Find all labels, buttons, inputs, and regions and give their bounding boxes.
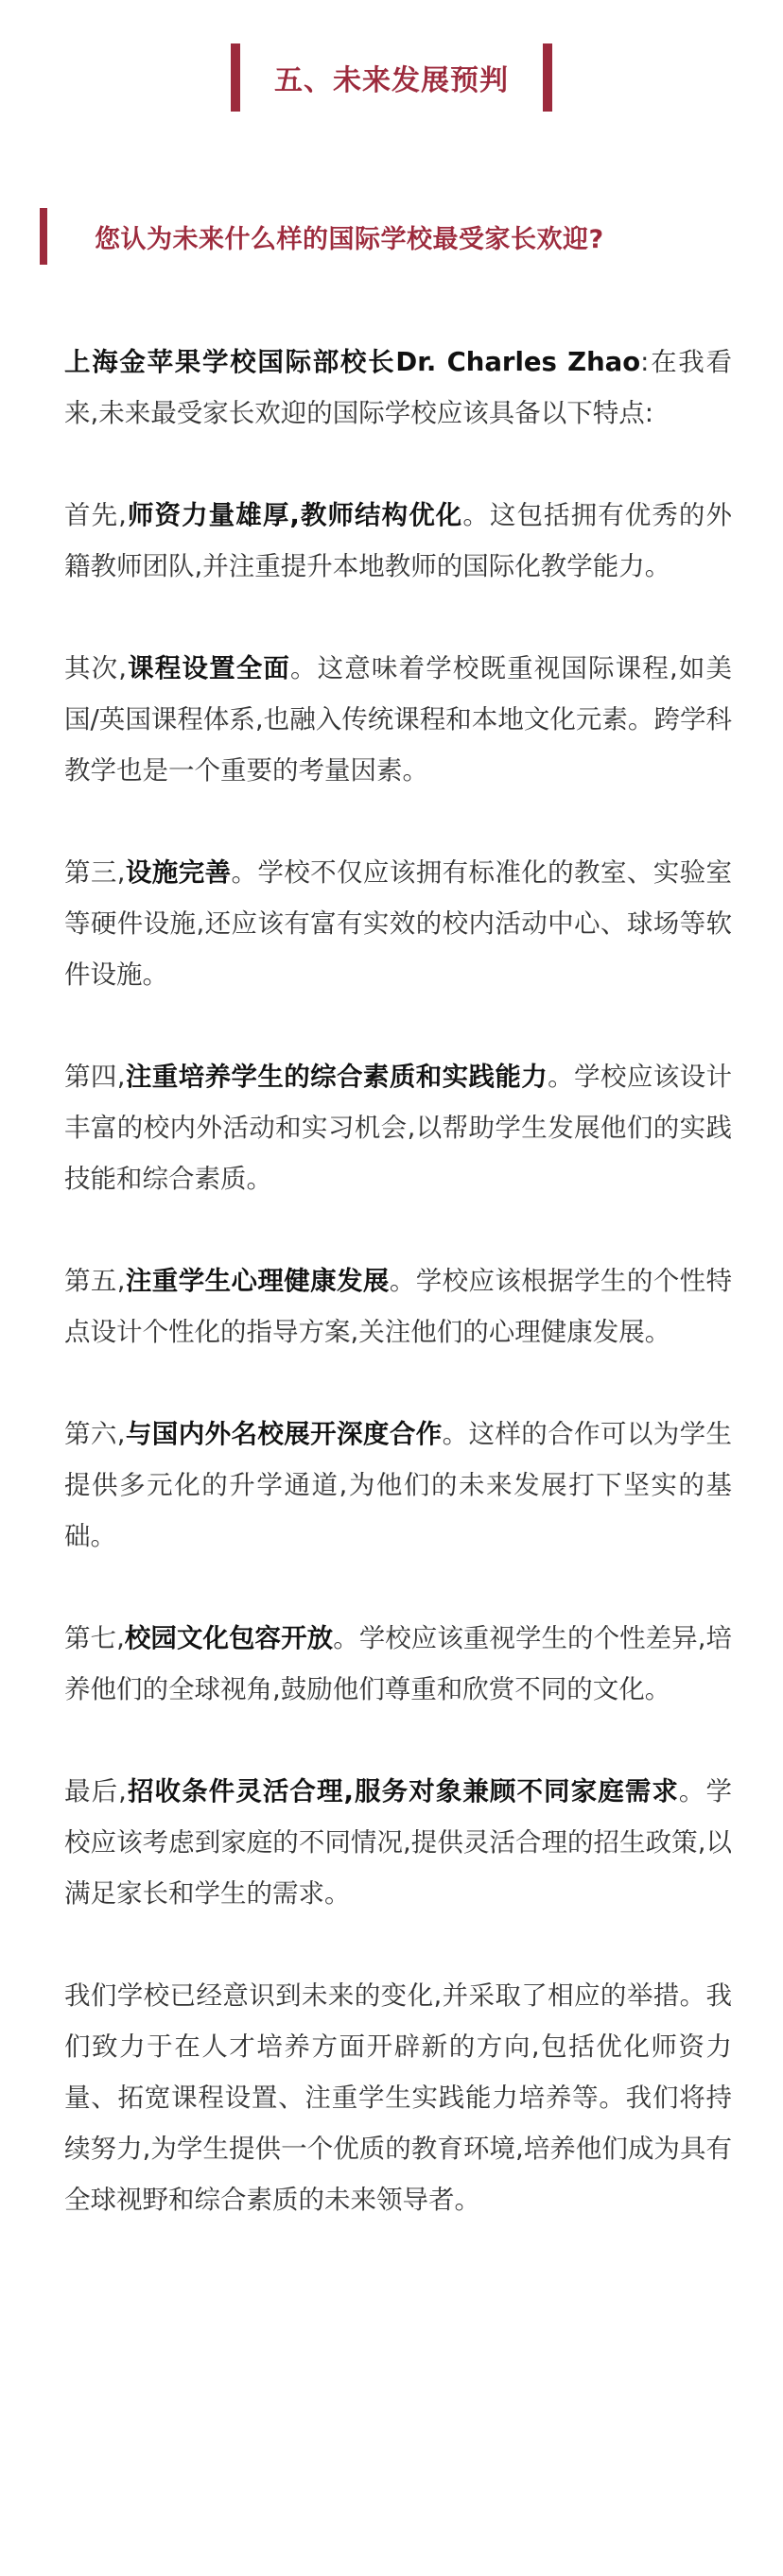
point-4-highlight: 注重培养学生的综合素质和实践能力 [125, 1062, 548, 1092]
speaker-name: 上海金苹果学校国际部校长Dr. Charles Zhao [64, 347, 641, 377]
paragraph-point-4: 第四,注重培养学生的综合素质和实践能力。学校应该设计丰富的校内外活动和实习机会,以帮助学生发展他们的实践技能和综合素质。 [64, 1062, 733, 1194]
point-3-highlight: 设施完善 [125, 857, 232, 888]
question-text: 您认为未来什么样的国际学校最受家长欢迎? [95, 224, 604, 254]
question-heading [40, 208, 604, 265]
paragraph-point-2: 其次,课程设置全面。这意味着学校既重视国际课程,如美国/英国课程体系,也融入传统课程和本地文化元素。跨学科教学也是一个重要的考量因素。 [64, 653, 732, 786]
point-5-highlight: 注重学生心理健康发展 [125, 1266, 390, 1296]
point-7-highlight: 校园文化包容开放 [124, 1623, 334, 1653]
point-6-highlight: 与国内外名校展开深度合作 [125, 1419, 443, 1449]
paragraph-intro: 上海金苹果学校国际部校长Dr. Charles Zhao:在我看来,未来最受家长欢迎的国际学校应该具备以下特点: [64, 347, 733, 428]
article-body [64, 337, 732, 2276]
point-final-highlight: 招收条件灵活合理,服务对象兼顾不同家庭需求 [126, 1776, 679, 1807]
point-2-highlight: 课程设置全面 [127, 653, 291, 683]
paragraph-point-final: 最后,招收条件灵活合理,服务对象兼顾不同家庭需求。学校应该考虑到家庭的不同情况,提供灵活合理的招生政策,以满足家长和学生的需求。 [64, 1776, 732, 1909]
paragraph-point-6: 第六,与国内外名校展开深度合作。这样的合作可以为学生提供多元化的升学通道,为他们的未来发展打下坚实的基础。 [64, 1419, 733, 1551]
question-accent-bar [40, 208, 47, 265]
point-1-highlight: 师资力量雄厚,教师结构优化 [126, 500, 463, 530]
paragraph-point-1: 首先,师资力量雄厚,教师结构优化。这包括拥有优秀的外籍教师团队,并注重提升本地教师的国际化教学能力。 [64, 500, 732, 581]
paragraph-conclusion: 我们学校已经意识到未来的变化,并采取了相应的举措。我们致力于在人才培养方面开辟新的方向,包括优化师资力量、拓宽课程设置、注重学生实践能力培养等。我们将持续努力,为学生提供一个优质的教育环境,培养他们成为具有全球视野和综合素质的未来领导者。 [64, 1980, 732, 2215]
paragraph-point-5: 第五,注重学生心理健康发展。学校应该根据学生的个性特点设计个性化的指导方案,关注他们的心理健康发展。 [64, 1266, 733, 1347]
paragraph-point-7: 第七,校园文化包容开放。学校应该重视学生的个性差异,培养他们的全球视角,鼓励他们尊重和欣赏不同的文化。 [64, 1623, 733, 1704]
paragraph-point-3: 第三,设施完善。学校不仅应该拥有标准化的教室、实验室等硬件设施,还应该有富有实效的校内活动中心、球场等软件设施。 [64, 857, 733, 990]
section-title: 五、未来发展预判 [274, 64, 509, 97]
section-header [231, 43, 552, 112]
